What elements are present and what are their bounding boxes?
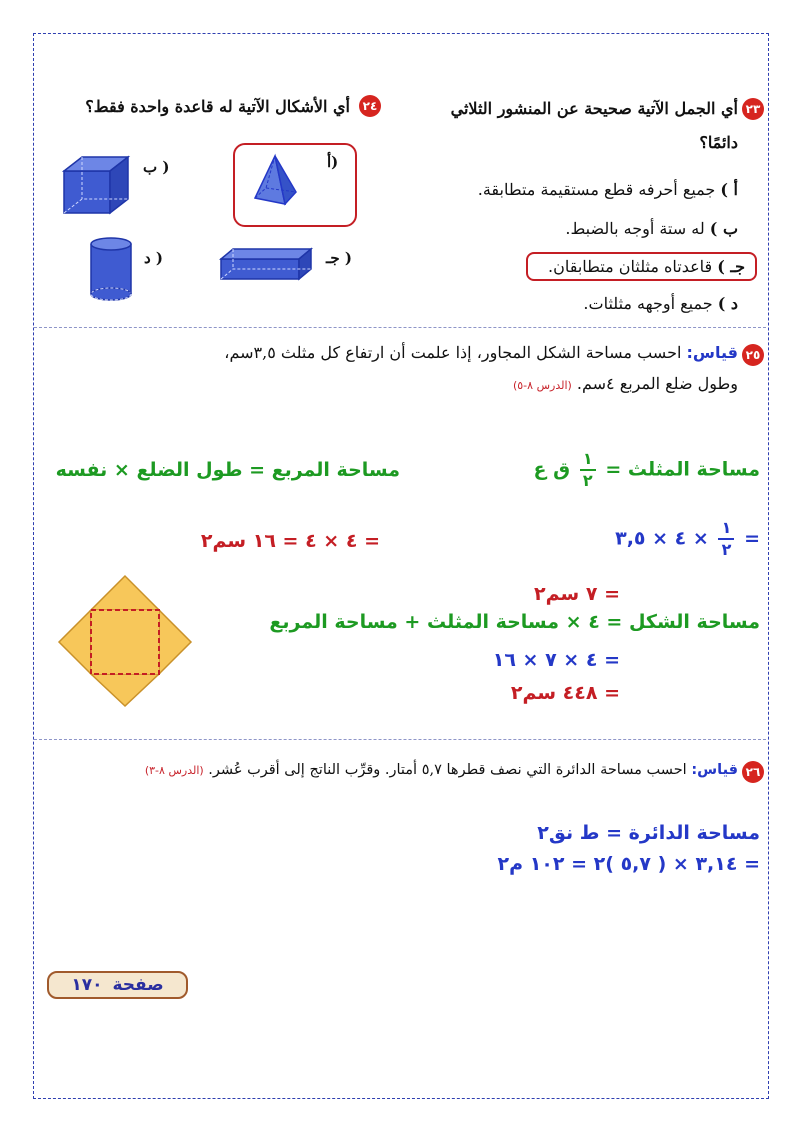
divider [34,739,766,740]
label-a: أ) [327,153,339,171]
q23-option-a[interactable] [478,180,738,199]
shape-area-formula: مساحة الشكل = ٤ × مساحة المثلث + مساحة المربع [269,611,760,633]
question-23-text-cont: دائمًا؟ [699,133,738,152]
lesson-ref: (الدرس ٨-٣) [144,764,204,777]
question-25-line2: وطول ضلع المربع ٤سم. [576,374,738,393]
equals: = [744,527,760,550]
label-d: د ) [144,249,164,267]
label-c: جـ ) [326,249,352,267]
question-24-number: ٢٤ [359,95,381,117]
shape-area-calc: = ٤ × ٧ × ١٦ [492,649,620,671]
option-letter: أ ) [720,180,738,199]
denominator: ٢ [582,471,593,490]
rectangular-prism-icon[interactable] [219,247,314,281]
option-text: قاعدتاه مثلثان متطابقان. [548,257,713,276]
question-25-text [224,343,738,362]
formula-tail: ق ع [533,458,571,481]
triangle-area-result: = ٧ سم٢ [534,583,620,605]
label-b: ب ) [143,158,170,176]
numerator: ١ [582,449,593,468]
option-letter: جـ ) [717,257,745,276]
shape-area-result: = ٤٤٨ سم٢ [510,682,620,704]
option-text: جميع أحرفه قطع مستقيمة متطابقة. [477,180,716,199]
page-number-box [47,971,188,999]
question-23-number: ٢٣ [742,98,764,120]
lesson-ref: (الدرس ٨-٥) [512,379,572,392]
square-with-triangles-figure [57,574,193,708]
circle-area-calc: = ٣,١٤ × ( ٥,٧ )٢ = ١٠٢ م٢ [497,853,760,875]
q23-option-d[interactable] [583,294,738,313]
question-25-keyword: قياس: [686,343,738,362]
question-26-text [145,762,738,778]
fraction-half [718,520,734,558]
question-25-text-cont [513,374,738,393]
q23-option-b[interactable] [565,219,738,238]
question-26-body: احسب مساحة الدائرة التي نصف قطرها ٥,٧ أمتار. وقرِّب الناتج إلى أقرب عُشر. [208,762,687,778]
question-24-text: أي الأشكال الآتية له قاعدة واحدة فقط؟ [85,97,350,116]
triangle-area-calc [615,520,760,558]
numerator: ١ [721,518,732,537]
denominator: ٢ [721,540,732,559]
divider [34,327,766,328]
question-25-number: ٢٥ [742,344,764,366]
calc-text: × ٤ × ٣,٥ [615,527,709,550]
fraction-half [580,451,596,489]
triangle-area-formula [534,451,760,489]
formula-label: مساحة المثلث = [605,458,760,481]
option-text: جميع أوجهه مثلثات. [583,294,713,313]
question-25-line1: احسب مساحة الشكل المجاور، إذا علمت أن ارتفاع كل مثلث ٣,٥سم، [224,343,682,362]
q23-option-c-selected[interactable] [526,252,757,281]
question-26-number: ٢٦ [742,761,764,783]
cube-icon[interactable] [62,155,134,215]
question-26-keyword: قياس: [691,762,738,778]
option-letter: د ) [717,294,738,313]
circle-area-formula: مساحة الدائرة = ط نق٢ [537,822,760,844]
option-text: له ستة أوجه بالضبط. [565,219,705,238]
page-label: صفحة [112,975,164,995]
cylinder-icon[interactable] [88,236,134,302]
question-23-text: أي الجمل الآتية صحيحة عن المنشور الثلاثي [450,99,738,118]
page-number: ١٧٠ [71,975,103,995]
option-letter: ب ) [709,219,738,238]
square-area-formula: مساحة المربع = طول الضلع × نفسه [55,459,400,481]
pyramid-icon[interactable] [250,152,300,208]
square-area-calc: = ٤ × ٤ = ١٦ سم٢ [200,530,380,552]
